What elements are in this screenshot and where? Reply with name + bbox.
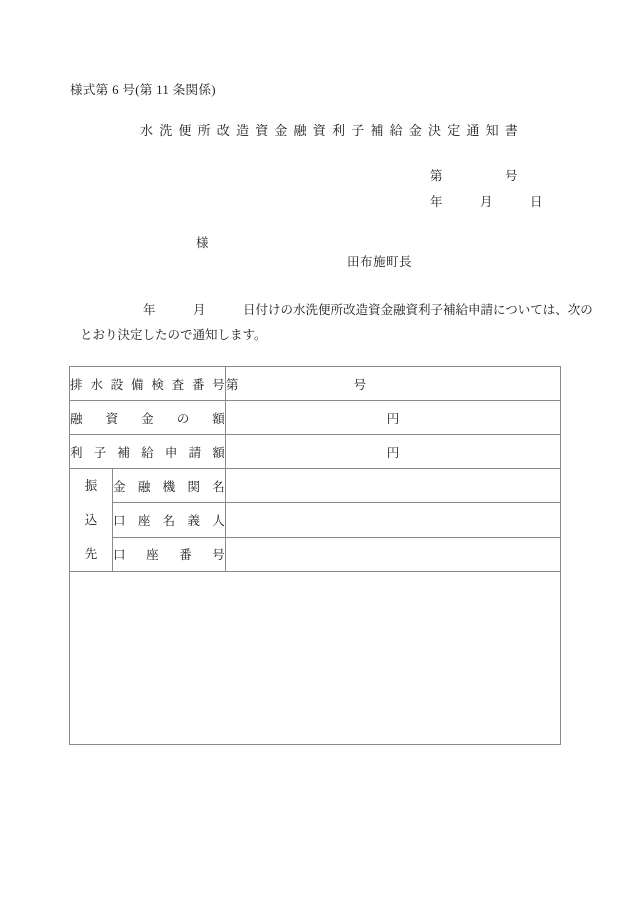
row-label-subsidy-amount: 利子補給申請額 <box>70 435 226 469</box>
row-label-account-number: 口座番号 <box>113 537 226 571</box>
row-value-subsidy-amount[interactable]: 円 <box>226 435 561 469</box>
number-prefix: 第 <box>226 377 239 392</box>
row-value-bank-name[interactable] <box>226 469 561 503</box>
vertical-label-char: 先 <box>84 547 98 561</box>
row-label-inspection-number: 排水設備検査番号 <box>70 367 226 401</box>
table-row <box>70 503 561 537</box>
page-title: 水洗便所改造資金融資利子補給金決定通知書 <box>140 123 525 138</box>
table-row <box>70 469 561 503</box>
table-row <box>70 572 561 745</box>
document-meta-block <box>430 163 543 215</box>
table-row <box>70 367 561 401</box>
body-text-line-2: とおり決定したので通知します。 <box>80 328 267 342</box>
row-value-account-holder[interactable] <box>226 503 561 537</box>
document-date-field: 年 月 日 <box>430 195 543 209</box>
free-note-cell[interactable] <box>70 572 561 745</box>
table-row <box>70 401 561 435</box>
form-number: 様式第 6 号(第 11 条関係) <box>70 83 216 97</box>
addressee-field: 様 <box>196 236 209 250</box>
number-suffix: 号 <box>353 377 367 392</box>
row-label-transfer-destination <box>70 469 113 572</box>
body-text-line-1: 年 月 日付けの水洗便所改造資金融資利子補給申請については、次の <box>143 303 593 317</box>
issuer-name: 田布施町長 <box>347 255 413 269</box>
details-table <box>69 366 561 745</box>
row-label-loan-amount: 融資金の額 <box>70 401 226 435</box>
row-value-loan-amount[interactable]: 円 <box>226 401 561 435</box>
row-value-inspection-number[interactable] <box>226 367 561 401</box>
document-number-field: 第 号 <box>430 169 518 183</box>
vertical-label-char: 込 <box>84 513 98 527</box>
table-row <box>70 435 561 469</box>
row-label-bank-name: 金融機関名 <box>113 469 226 503</box>
table-row <box>70 537 561 571</box>
row-label-account-holder: 口座名義人 <box>113 503 226 537</box>
row-value-account-number[interactable] <box>226 537 561 571</box>
vertical-label-char: 振 <box>84 479 98 493</box>
